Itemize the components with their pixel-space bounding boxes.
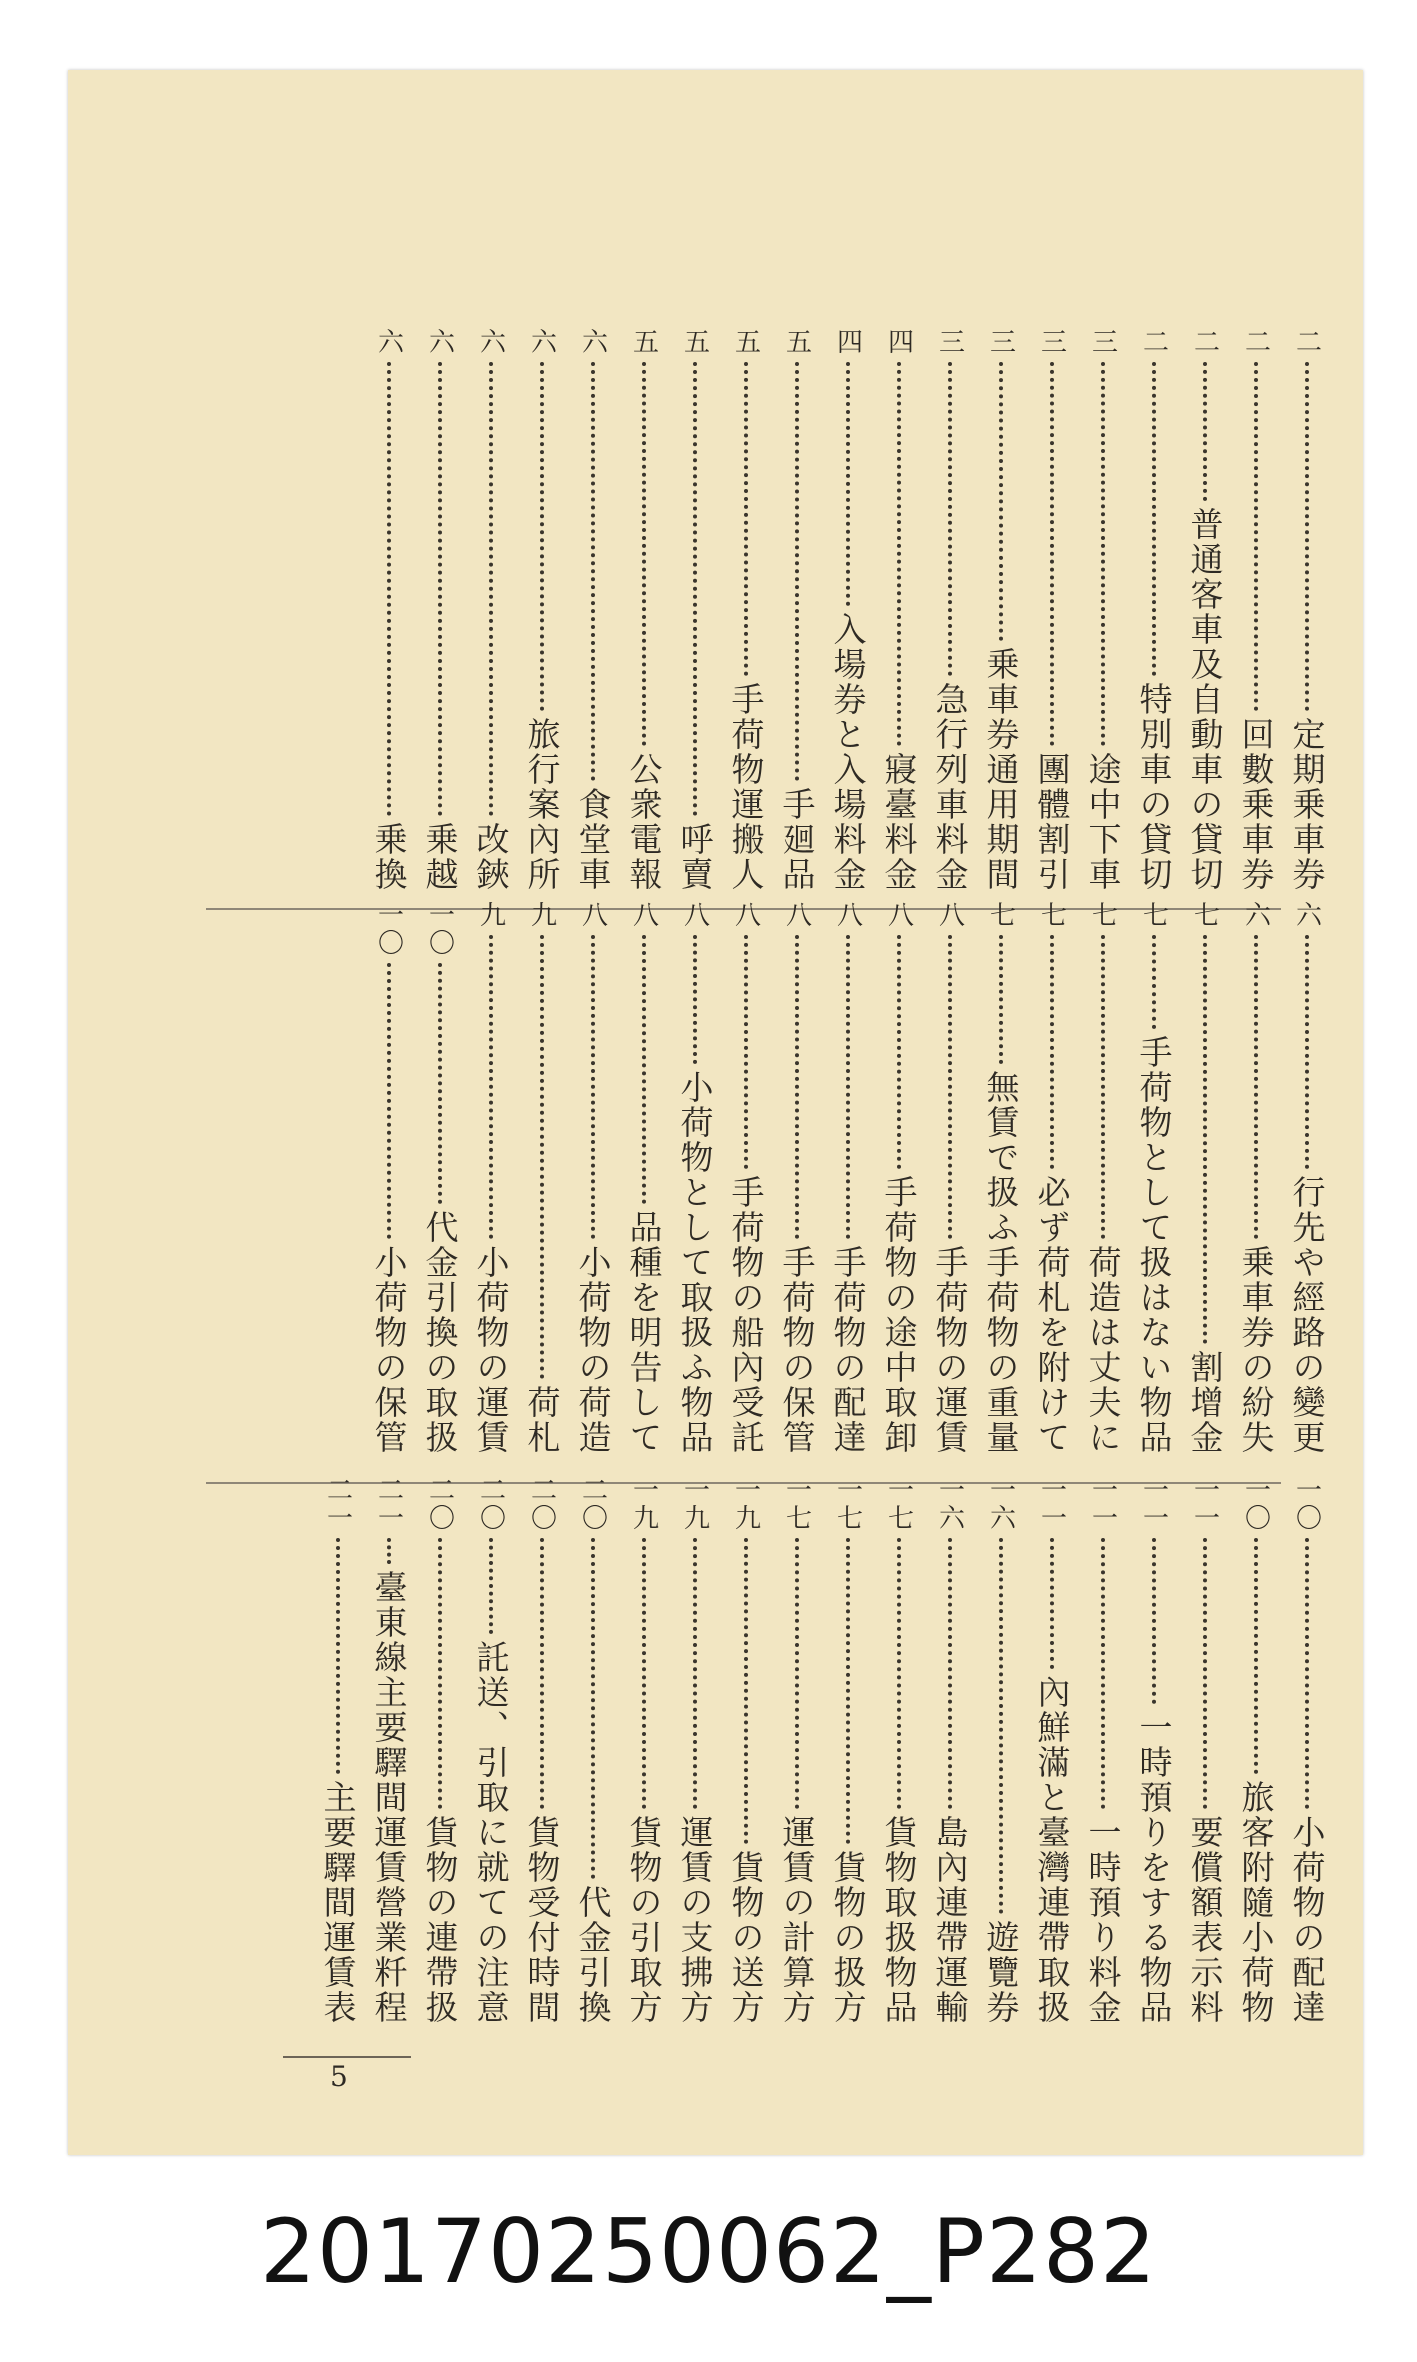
toc-entry-page: 二 [1138,328,1169,356]
dot-leader [489,362,493,816]
toc-entry [571,322,615,892]
dot-leader [1050,1538,1054,1669]
dot-leader [489,1538,493,1634]
toc-entry [1234,1470,1278,2025]
toc-entry-title: 寢臺料金 [879,752,919,892]
toc-entry-page: 六 [373,328,404,356]
toc-entry-page: 二 [1240,328,1271,356]
dot-leader [1254,935,1258,1239]
toc-entry [673,895,717,1455]
toc-entry [1285,322,1329,892]
toc-entry [1030,322,1074,892]
toc-entry-page: 一九 [730,1476,761,1532]
dot-leader [1152,362,1156,676]
toc-entry-title: 呼賣 [675,822,715,892]
toc-entry-title: 旅客附隨小荷物 [1236,1780,1276,2025]
toc-entry-page: 八 [934,901,965,929]
toc-entry-title: 貨物の扱方 [828,1850,868,2025]
dot-leader [1050,362,1054,746]
toc-entry-title: 乗越 [420,822,460,892]
toc-entry-page: 六 [475,328,506,356]
toc-entry [877,1470,921,2025]
toc-entry [1132,1470,1176,2025]
dot-leader [1305,362,1309,711]
toc-entry-title: 運賃の計算方 [777,1815,817,2025]
dot-leader [846,362,850,606]
dot-leader [438,1538,442,1809]
toc-entry-page: 八 [628,901,659,929]
dot-leader [1152,935,1156,1029]
toc-entry-title: 內鮮滿と臺灣連帶取扱 [1032,1675,1072,2025]
dot-leader [387,1538,391,1564]
dot-leader [897,1538,901,1809]
toc-entry [418,895,462,1455]
toc-entry-title: 運賃の支拂方 [675,1815,715,2025]
dot-leader [1254,1538,1258,1774]
toc-entry-title: 主要驛間運賃表 [318,1780,358,2025]
toc-entry [1234,895,1278,1455]
toc-entry-title: 貨物受付時間 [522,1815,562,2025]
toc-entry [1183,322,1227,892]
dot-leader [948,935,952,1239]
toc-entry-title: 行先や經路の變更 [1287,1175,1327,1455]
dot-leader [1203,362,1207,501]
toc-entry-page: 七 [1036,901,1067,929]
toc-entry [469,322,513,892]
toc-entry [1081,322,1125,892]
dot-leader [1101,935,1105,1239]
toc-entry-title: 必ず荷札を附けて [1032,1175,1072,1455]
dot-leader [642,1538,646,1809]
toc-entry-page: 一〇 [373,901,404,957]
toc-entry-page: 七 [985,901,1016,929]
toc-entry-title: 小荷物の運賃 [471,1245,511,1455]
toc-entry-title: 旅行案內所 [522,717,562,892]
toc-entry-title: 乗換 [369,822,409,892]
toc-entry [622,1470,666,2025]
toc-entry [469,895,513,1455]
dot-leader [1101,1538,1105,1809]
toc-entry-title: 急行列車料金 [930,682,970,892]
dot-leader [540,362,544,711]
toc-entry [979,895,1023,1455]
toc-entry-page: 九 [475,901,506,929]
toc-entry [826,322,870,892]
dot-leader [999,1538,1003,1914]
toc-entry-page: 一六 [934,1476,965,1532]
toc-entry [877,322,921,892]
toc-entry-page: 三 [1036,328,1067,356]
toc-entry-title: 代金引換の取扱 [420,1210,460,1455]
toc-entry-page: 二一 [373,1476,404,1532]
toc-entry-page: 五 [730,328,761,356]
toc-entry-page: 三 [1087,328,1118,356]
page-number: 5 [330,2060,348,2093]
dot-leader [795,1538,799,1809]
toc-entry [979,1470,1023,2025]
toc-entry-title: 食堂車 [573,787,613,892]
toc-entry-page: 一〇 [1291,1476,1322,1532]
toc-entry [877,895,921,1455]
dot-leader [897,362,901,746]
toc-entry-title: 貨物の連帶扱 [420,1815,460,2025]
dot-leader [336,1538,340,1774]
toc-entry [775,895,819,1455]
toc-entry-page: 一七 [781,1476,812,1532]
dot-leader [999,362,1003,641]
toc-entry [316,1470,360,2025]
toc-entry [1132,895,1176,1455]
toc-entry [367,322,411,892]
folio-rule [283,2056,411,2058]
toc-entry [826,895,870,1455]
toc-entry-page: 二〇 [577,1476,608,1532]
dot-leader [1101,362,1105,746]
toc-entry [826,1470,870,2025]
toc-entry [1030,1470,1074,2025]
toc-entry [622,322,666,892]
toc-entry-title: 貨物の送方 [726,1850,766,2025]
toc-entry-title: 團體割引 [1032,752,1072,892]
toc-entry [1183,895,1227,1455]
toc-entry-page: 六 [526,328,557,356]
toc-entry-title: 入場券と入場料金 [828,612,868,892]
dot-leader [744,1538,748,1844]
toc-entry-title: 貨物の引取方 [624,1815,664,2025]
dot-leader [642,362,646,746]
toc-section-3 [68,1470,1363,2025]
toc-entry-title: 公衆電報 [624,752,664,892]
toc-entry-page: 七 [1138,901,1169,929]
toc-entry-title: 島內連帶運輸 [930,1815,970,2025]
toc-entry-page: 二 [1189,328,1220,356]
toc-entry-page: 三 [934,328,965,356]
toc-entry-page: 一一 [1036,1476,1067,1532]
dot-leader [846,935,850,1239]
toc-entry-page: 二一 [322,1476,353,1532]
toc-entry [469,1470,513,2025]
toc-entry-page: 五 [679,328,710,356]
dot-leader [948,1538,952,1809]
toc-entry [1030,895,1074,1455]
toc-entry-title: 小荷物の保管 [369,1245,409,1455]
toc-entry-page: 一一 [1087,1476,1118,1532]
toc-entry-page: 八 [577,901,608,929]
toc-entry-page: 三 [985,328,1016,356]
toc-entry-title: 品種を明告して [624,1210,664,1455]
toc-entry [520,1470,564,2025]
toc-entry [367,895,411,1455]
toc-entry-page: 九 [526,901,557,929]
dot-leader [1050,935,1054,1169]
dot-leader [693,362,697,816]
dot-leader [795,362,799,781]
toc-entry [1081,1470,1125,2025]
toc-entry [367,1470,411,2025]
toc-entry-title: 定期乗車券 [1287,717,1327,892]
toc-entry-title: 手荷物として扱はない物品 [1134,1035,1174,1455]
toc-entry-page: 七 [1087,901,1118,929]
toc-entry [520,895,564,1455]
toc-entry-title: 貨物取扱物品 [879,1815,919,2025]
toc-entry [571,1470,615,2025]
toc-entry-page: 一六 [985,1476,1016,1532]
toc-section-2 [68,895,1363,1455]
toc-entry-page: 五 [628,328,659,356]
toc-entry [1081,895,1125,1455]
toc-entry-page: 一〇 [1240,1476,1271,1532]
toc-entry [418,322,462,892]
dot-leader [489,935,493,1239]
toc-entry-page: 一一 [1189,1476,1220,1532]
toc-entry-title: 乗車券通用期間 [981,647,1021,892]
toc-entry-title: 回數乗車券 [1236,717,1276,892]
toc-entry-page: 一七 [883,1476,914,1532]
toc-entry [775,322,819,892]
dot-leader [1203,935,1207,1344]
toc-entry-title: 荷札 [522,1385,562,1455]
toc-entry [673,322,717,892]
toc-section-1 [68,322,1363,892]
dot-leader [591,1538,595,1879]
toc-entry-title: 遊覽券 [981,1920,1021,2025]
toc-entry-title: 普通客車及自動車の貸切 [1185,507,1225,892]
toc-entry-page: 六 [577,328,608,356]
dot-leader [438,362,442,816]
toc-entry [928,895,972,1455]
toc-entry-page: 二〇 [526,1476,557,1532]
toc-entry [724,1470,768,2025]
toc-entry-title: 小荷物の配達 [1287,1815,1327,2025]
dot-leader [1305,1538,1309,1809]
archive-caption: 20170250062_P282 [260,2200,1157,2303]
toc-entry [724,895,768,1455]
toc-entry-title: 無賃で扱ふ手荷物の重量 [981,1070,1021,1455]
toc-entry-title: 一時預り料金 [1083,1815,1123,2025]
toc-entry [520,322,564,892]
dot-leader [846,1538,850,1844]
dot-leader [948,362,952,676]
toc-entry-page: 六 [1291,901,1322,929]
toc-entry-title: 手荷物の保管 [777,1245,817,1455]
toc-entry [418,1470,462,2025]
toc-entry [979,322,1023,892]
toc-entry [724,322,768,892]
toc-entry-title: 要償額表示料 [1185,1815,1225,2025]
toc-entry-title: 手荷物の途中取卸 [879,1175,919,1455]
toc-entry [673,1470,717,2025]
toc-entry-title: 託送、引取に就ての注意 [471,1640,511,2025]
dot-leader [693,935,697,1064]
dot-leader [591,362,595,781]
toc-entry-page: 六 [424,328,455,356]
toc-entry [1132,322,1176,892]
dot-leader [540,1538,544,1809]
toc-entry-title: 特別車の貸切 [1134,682,1174,892]
toc-entry-title: 代金引換 [573,1885,613,2025]
toc-entry [1285,895,1329,1455]
toc-entry [928,1470,972,2025]
toc-entry [1183,1470,1227,2025]
toc-entry-page: 四 [883,328,914,356]
dot-leader [795,935,799,1239]
dot-leader [1254,362,1258,711]
toc-entry-page: 二〇 [424,1476,455,1532]
toc-entry-page: 一一 [1138,1476,1169,1532]
toc-entry [928,322,972,892]
toc-entry-page: 一九 [628,1476,659,1532]
toc-entry-page: 八 [832,901,863,929]
toc-entry-title: 途中下車 [1083,752,1123,892]
toc-entry-page: 八 [883,901,914,929]
toc-entry-page: 八 [781,901,812,929]
toc-entry-title: 手廻品 [777,787,817,892]
toc-entry-title: 割增金 [1185,1350,1225,1455]
toc-entry [775,1470,819,2025]
toc-entry-title: 小荷物として取扱ふ物品 [675,1070,715,1455]
dot-leader [387,362,391,816]
toc-entry-page: 一七 [832,1476,863,1532]
dot-leader [999,935,1003,1064]
toc-entry [1234,322,1278,892]
toc-entry-page: 一九 [679,1476,710,1532]
dot-leader [387,963,391,1239]
dot-leader [591,935,595,1239]
toc-entry-title: 手荷物の船內受託 [726,1175,766,1455]
toc-entry-title: 手荷物の配達 [828,1245,868,1455]
toc-entry-title: 荷造は丈夫に [1083,1245,1123,1455]
dot-leader [744,935,748,1169]
toc-entry-title: 臺東線主要驛間運賃營業粁程 [369,1570,409,2025]
toc-entry-page: 五 [781,328,812,356]
toc-entry-page: 一〇 [424,901,455,957]
toc-entry-title: 手荷物の運賃 [930,1245,970,1455]
toc-entry-page: 二 [1291,328,1322,356]
dot-leader [1152,1538,1156,1704]
dot-leader [897,935,901,1169]
toc-entry-title: 小荷物の荷造 [573,1245,613,1455]
dot-leader [744,362,748,676]
toc-entry-page: 八 [730,901,761,929]
toc-entry [571,895,615,1455]
toc-entry [622,895,666,1455]
dot-leader [693,1538,697,1809]
toc-entry-page: 七 [1189,901,1220,929]
toc-entry [1285,1470,1329,2025]
toc-entry-page: 六 [1240,901,1271,929]
toc-entry-title: 乗車券の紛失 [1236,1245,1276,1455]
dot-leader [1305,935,1309,1169]
toc-entry-title: 改鋏 [471,822,511,892]
toc-entry-page: 八 [679,901,710,929]
toc-entry-title: 一時預りをする物品 [1134,1710,1174,2025]
dot-leader [1203,1538,1207,1809]
toc-entry-title: 手荷物運搬人 [726,682,766,892]
toc-entry-page: 二〇 [475,1476,506,1532]
book-page [68,70,1363,2155]
dot-leader [642,935,646,1204]
dot-leader [438,963,442,1204]
dot-leader [540,935,544,1379]
toc-entry-page: 四 [832,328,863,356]
